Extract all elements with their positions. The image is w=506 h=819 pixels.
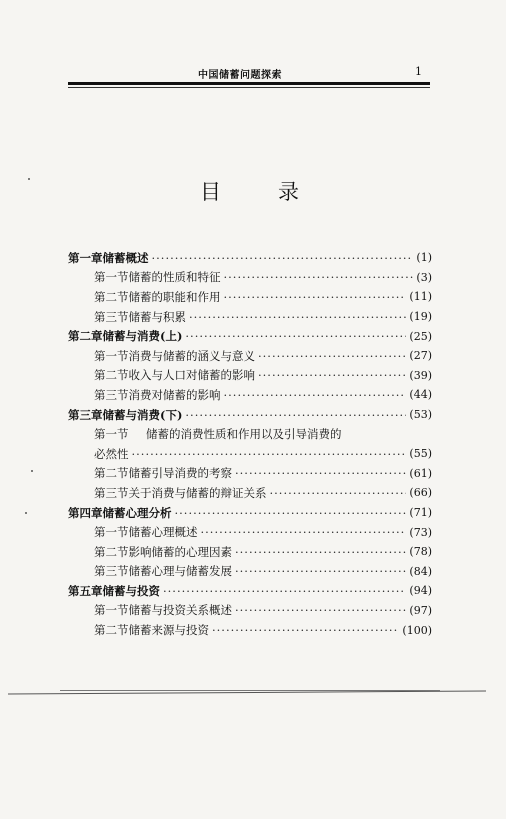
toc-section-entry xyxy=(68,542,432,562)
toc-leader-dots xyxy=(185,329,406,343)
toc-section-entry xyxy=(68,620,432,640)
header-page-number: 1 xyxy=(415,65,422,78)
toc-entry-number: 第二节 xyxy=(94,466,129,481)
toc-entry-page: (19) xyxy=(409,310,432,324)
toc-entry-number: 第三节 xyxy=(94,387,129,402)
toc-leader-dots xyxy=(224,290,407,304)
header-rule-thick xyxy=(68,82,430,85)
toc-entry-title: 储蓄的消费性质和作用以及引导消费的 xyxy=(146,427,342,442)
toc-entry-number: 第一节 xyxy=(94,603,129,618)
toc-section-entry xyxy=(68,562,432,582)
toc-entry-title: 影响储蓄的心理因素 xyxy=(128,544,232,559)
toc-chapter-entry xyxy=(68,248,432,268)
toc-entry-page: (55) xyxy=(409,447,432,461)
toc-entry-page: (27) xyxy=(409,349,432,363)
toc-entry-page: (53) xyxy=(409,408,432,422)
toc-entry-page: (78) xyxy=(409,545,432,559)
toc-leader-dots xyxy=(132,447,407,461)
running-header xyxy=(68,66,430,80)
toc-entry-title: 储蓄心理概述 xyxy=(128,525,198,540)
toc-entry-number: 第二节 xyxy=(94,368,129,383)
toc-entry-title: 储蓄与投资关系概述 xyxy=(128,603,232,618)
toc-entry-number: 第一节 xyxy=(94,348,129,363)
scan-speck xyxy=(25,512,27,514)
toc-entry-title: 储蓄与消费(上) xyxy=(102,329,183,344)
toc-leader-dots xyxy=(235,466,406,480)
toc-chapter-entry xyxy=(68,503,432,523)
toc-entry-page: (94) xyxy=(409,584,432,598)
toc-heading-char-1: 目 xyxy=(200,180,221,204)
toc-leader-dots xyxy=(224,270,414,284)
toc-entry-page: (44) xyxy=(409,388,432,402)
scan-speck xyxy=(28,178,30,180)
toc-entry-number: 第三节 xyxy=(94,485,129,500)
toc-section-entry xyxy=(68,483,432,503)
toc-entry-page: (73) xyxy=(409,525,432,539)
toc-entry-number: 第五章 xyxy=(68,583,103,598)
toc-entry-title: 储蓄的性质和特征 xyxy=(128,270,221,285)
toc-leader-dots xyxy=(163,584,406,598)
bottom-rule xyxy=(8,691,486,695)
toc-entry-number: 第二节 xyxy=(94,623,129,638)
toc-entry-title: 储蓄与投资 xyxy=(102,583,160,598)
toc-entry-page: (71) xyxy=(409,506,432,520)
toc-entry-page: (3) xyxy=(416,270,432,284)
scan-speck xyxy=(31,470,33,472)
toc-section-entry xyxy=(68,444,432,464)
toc-leader-dots xyxy=(212,623,399,637)
toc-entry-number: 第一节 xyxy=(94,525,129,540)
toc-leader-dots xyxy=(258,368,406,382)
toc-heading-char-2: 录 xyxy=(278,180,299,204)
toc-entry-number: 第一节 xyxy=(94,270,129,285)
toc-entry-title: 必然性 xyxy=(94,446,129,461)
toc-entry-number: 第三节 xyxy=(94,564,129,579)
toc-section-entry xyxy=(68,385,432,405)
toc-leader-dots xyxy=(175,506,407,520)
toc-section-entry xyxy=(68,346,432,366)
toc-entry-title: 储蓄与积累 xyxy=(128,309,186,324)
toc-leader-dots xyxy=(258,349,406,363)
toc-leader-dots xyxy=(235,564,406,578)
toc-entry-title: 储蓄的职能和作用 xyxy=(128,289,221,304)
toc-section-entry xyxy=(68,522,432,542)
toc-leader-dots xyxy=(270,486,407,500)
toc-entry-title: 关于消费与储蓄的辩证关系 xyxy=(128,485,267,500)
toc-entry-number: 第二章 xyxy=(68,329,103,344)
toc-entry-number: 第三节 xyxy=(94,309,129,324)
toc-chapter-entry xyxy=(68,326,432,346)
toc-entry-number: 第二节 xyxy=(94,289,129,304)
toc-section-entry xyxy=(68,424,432,444)
toc-leader-dots xyxy=(152,251,414,265)
toc-entry-page: (25) xyxy=(409,329,432,343)
toc-entry-title: 消费对储蓄的影响 xyxy=(128,387,221,402)
toc-leader-dots xyxy=(235,545,406,559)
toc-section-entry xyxy=(68,464,432,484)
toc-section-entry xyxy=(68,287,432,307)
toc-entry-title: 储蓄心理分析 xyxy=(102,505,172,520)
toc-entry-title: 储蓄概述 xyxy=(102,250,149,265)
toc-chapter-entry xyxy=(68,405,432,425)
toc-entry-title: 储蓄来源与投资 xyxy=(128,623,209,638)
toc-entry-page: (66) xyxy=(409,486,432,500)
toc-section-entry xyxy=(68,307,432,327)
bottom-rule-faint xyxy=(60,690,440,691)
toc-leader-dots xyxy=(189,310,406,324)
toc-leader-dots xyxy=(235,603,406,617)
toc-entry-title: 收入与人口对储蓄的影响 xyxy=(128,368,255,383)
toc-entry-page: (61) xyxy=(409,466,432,480)
toc-entry-page: (84) xyxy=(409,564,432,578)
toc-entry-number: 第三章 xyxy=(68,407,103,422)
toc-leader-dots xyxy=(185,408,406,422)
toc-entry-page: (11) xyxy=(409,290,432,304)
toc-chapter-entry xyxy=(68,581,432,601)
toc-entry-title: 储蓄与消费(下) xyxy=(102,407,183,422)
toc-entry-number: 第一节 xyxy=(94,427,129,442)
table-of-contents xyxy=(68,248,432,640)
toc-leader-dots xyxy=(224,388,407,402)
toc-entry-page: (100) xyxy=(402,623,432,637)
toc-section-entry xyxy=(68,601,432,621)
header-rule-thin xyxy=(68,87,430,88)
toc-section-entry xyxy=(68,268,432,288)
toc-leader-dots xyxy=(201,525,407,539)
toc-entry-page: (39) xyxy=(409,368,432,382)
header-title: 中国储蓄问题探索 xyxy=(198,70,282,81)
toc-entry-title: 储蓄心理与储蓄发展 xyxy=(128,564,232,579)
toc-entry-title: 消费与储蓄的涵义与意义 xyxy=(128,348,255,363)
toc-entry-page: (97) xyxy=(409,603,432,617)
toc-section-entry xyxy=(68,366,432,386)
toc-entry-page: (1) xyxy=(416,251,432,265)
toc-entry-title: 储蓄引导消费的考察 xyxy=(128,466,232,481)
toc-entry-number: 第二节 xyxy=(94,544,129,559)
toc-entry-number: 第四章 xyxy=(68,505,103,520)
toc-entry-number: 第一章 xyxy=(68,250,103,265)
